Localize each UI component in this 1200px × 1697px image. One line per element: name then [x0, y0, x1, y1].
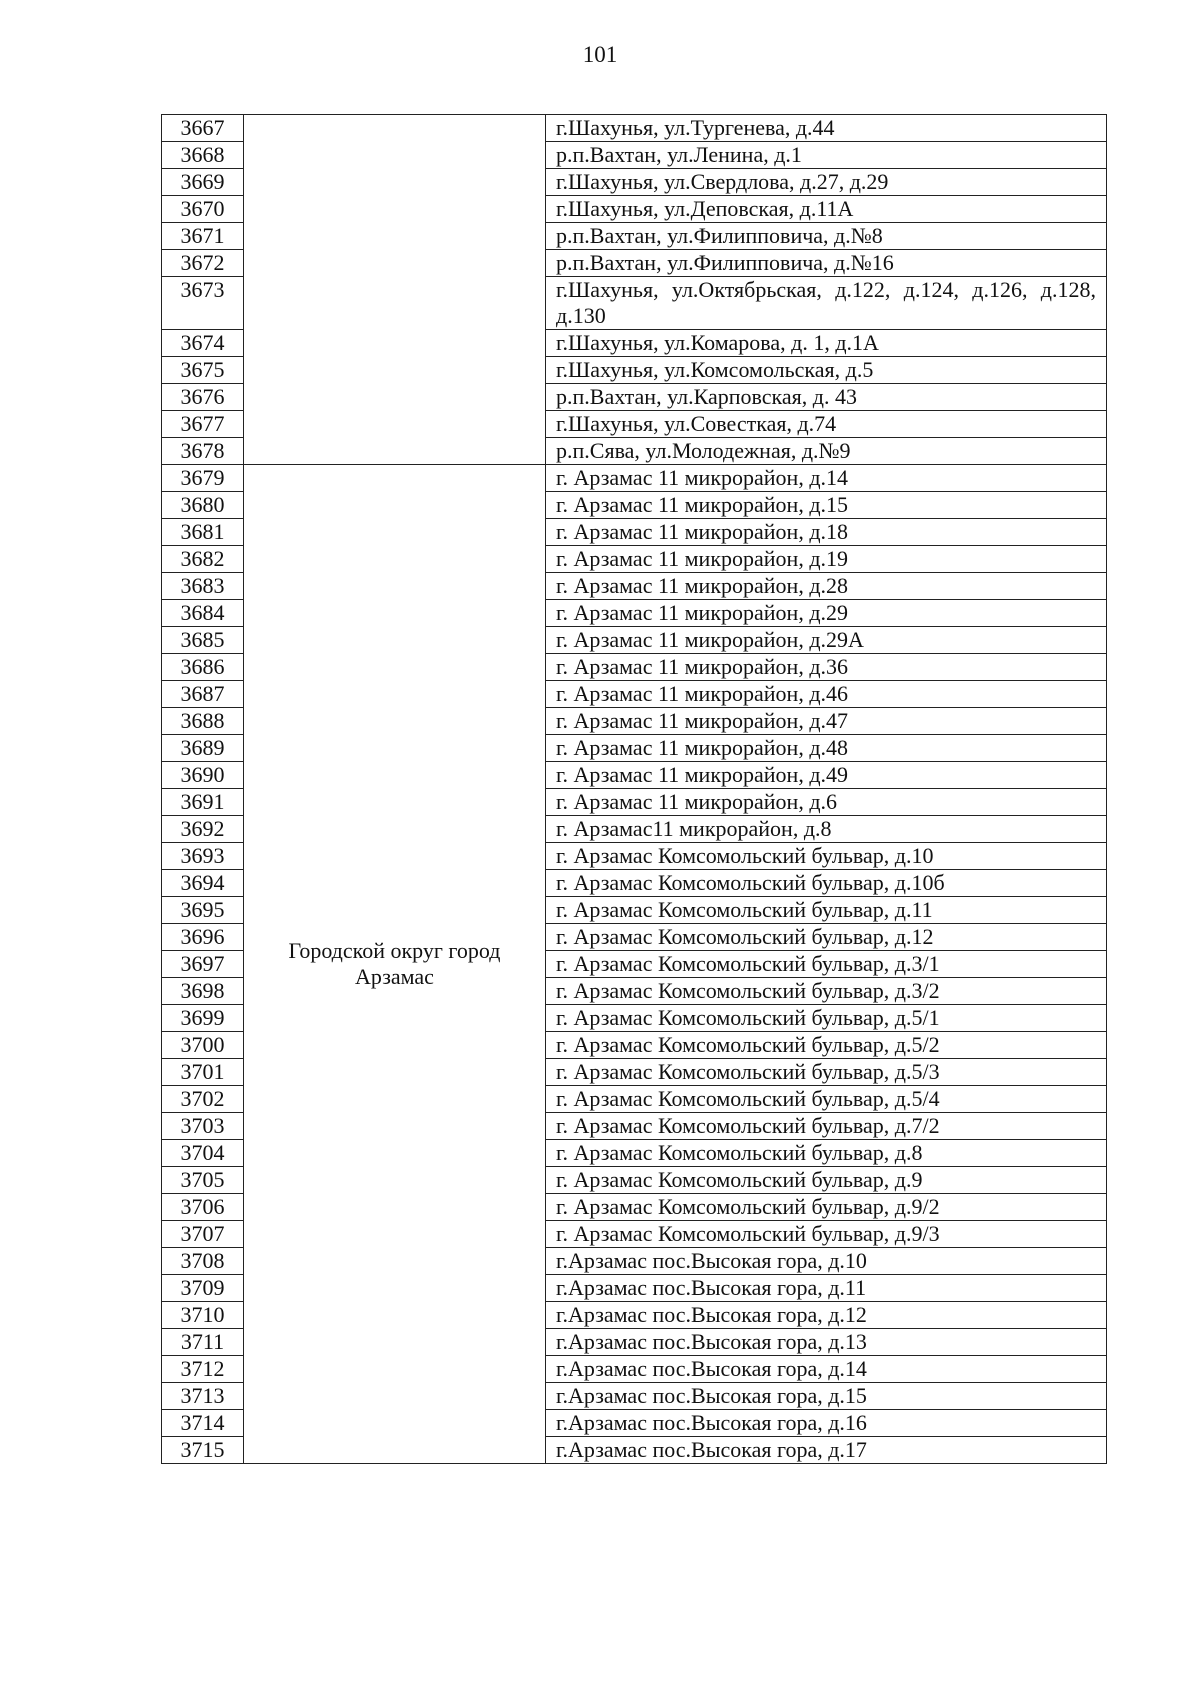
address-cell: г. Арзамас Комсомольский бульвар, д.5/1: [546, 1005, 1107, 1032]
address-cell: г. Арзамас 11 микрорайон, д.6: [546, 789, 1107, 816]
row-number-cell: 3698: [162, 978, 244, 1005]
address-cell: г. Арзамас Комсомольский бульвар, д.5/3: [546, 1059, 1107, 1086]
address-cell: г. Арзамас 11 микрорайон, д.36: [546, 654, 1107, 681]
row-number-cell: 3685: [162, 627, 244, 654]
address-cell: г. Арзамас 11 микрорайон, д.19: [546, 546, 1107, 573]
row-number-cell: 3708: [162, 1248, 244, 1275]
row-number-cell: 3715: [162, 1437, 244, 1464]
row-number-cell: 3709: [162, 1275, 244, 1302]
row-number-cell: 3688: [162, 708, 244, 735]
address-cell: г.Шахунья, ул.Совесткая, д.74: [546, 411, 1107, 438]
address-cell: г. Арзамас 11 микрорайон, д.47: [546, 708, 1107, 735]
row-number-cell: 3682: [162, 546, 244, 573]
row-number-cell: 3695: [162, 897, 244, 924]
address-cell: г. Арзамас 11 микрорайон, д.18: [546, 519, 1107, 546]
address-cell: г. Арзамас Комсомольский бульвар, д.5/2: [546, 1032, 1107, 1059]
row-number-cell: 3676: [162, 384, 244, 411]
address-cell: г. Арзамас Комсомольский бульвар, д.9/3: [546, 1221, 1107, 1248]
address-cell: г.Арзамас пос.Высокая гора, д.15: [546, 1383, 1107, 1410]
row-number-cell: 3703: [162, 1113, 244, 1140]
row-number-cell: 3675: [162, 357, 244, 384]
row-number-cell: 3674: [162, 330, 244, 357]
address-cell: г. Арзамас 11 микрорайон, д.28: [546, 573, 1107, 600]
row-number-cell: 3691: [162, 789, 244, 816]
address-cell: г.Шахунья, ул.Комсомольская, д.5: [546, 357, 1107, 384]
address-cell: г. Арзамас 11 микрорайон, д.48: [546, 735, 1107, 762]
district-cell: Городской округ город Арзамас: [244, 465, 546, 1464]
address-cell: р.п.Вахтан, ул.Филипповича, д.№8: [546, 223, 1107, 250]
row-number-cell: 3693: [162, 843, 244, 870]
address-cell: г.Арзамас пос.Высокая гора, д.12: [546, 1302, 1107, 1329]
row-number-cell: 3705: [162, 1167, 244, 1194]
row-number-cell: 3687: [162, 681, 244, 708]
row-number-cell: 3707: [162, 1221, 244, 1248]
address-cell: г. Арзамас Комсомольский бульвар, д.10: [546, 843, 1107, 870]
address-cell: г.Шахунья, ул.Тургенева, д.44: [546, 115, 1107, 142]
address-cell: г.Шахунья, ул.Комарова, д. 1, д.1А: [546, 330, 1107, 357]
page-number: 101: [582, 42, 618, 67]
row-number-cell: 3683: [162, 573, 244, 600]
address-cell: г.Арзамас пос.Высокая гора, д.16: [546, 1410, 1107, 1437]
address-cell: г.Арзамас пос.Высокая гора, д.14: [546, 1356, 1107, 1383]
address-cell: г. Арзамас 11 микрорайон, д.49: [546, 762, 1107, 789]
row-number-cell: 3670: [162, 196, 244, 223]
row-number-cell: 3671: [162, 223, 244, 250]
row-number-cell: 3686: [162, 654, 244, 681]
address-cell: р.п.Вахтан, ул.Карповская, д. 43: [546, 384, 1107, 411]
table-row: [162, 115, 1107, 142]
row-number-cell: 3701: [162, 1059, 244, 1086]
address-cell: г.Арзамас пос.Высокая гора, д.13: [546, 1329, 1107, 1356]
row-number-cell: 3672: [162, 250, 244, 277]
row-number-cell: 3713: [162, 1383, 244, 1410]
row-number-cell: 3668: [162, 142, 244, 169]
address-cell: г. Арзамас 11 микрорайон, д.15: [546, 492, 1107, 519]
address-cell: г.Шахунья, ул.Деповская, д.11А: [546, 196, 1107, 223]
address-cell: г. Арзамас Комсомольский бульвар, д.10б: [546, 870, 1107, 897]
address-cell: г. Арзамас Комсомольский бульвар, д.11: [546, 897, 1107, 924]
address-cell: г. Арзамас Комсомольский бульвар, д.9/2: [546, 1194, 1107, 1221]
row-number-cell: 3710: [162, 1302, 244, 1329]
row-number-cell: 3696: [162, 924, 244, 951]
address-cell: г.Арзамас пос.Высокая гора, д.17: [546, 1437, 1107, 1464]
address-cell: г. Арзамас 11 микрорайон, д.14: [546, 465, 1107, 492]
row-number-cell: 3712: [162, 1356, 244, 1383]
address-cell: г. Арзамас Комсомольский бульвар, д.8: [546, 1140, 1107, 1167]
address-cell: г.Шахунья, ул.Свердлова, д.27, д.29: [546, 169, 1107, 196]
address-cell: г.Арзамас пос.Высокая гора, д.10: [546, 1248, 1107, 1275]
address-table-body: [162, 115, 1107, 1464]
row-number-cell: 3667: [162, 115, 244, 142]
address-cell: г.Арзамас пос.Высокая гора, д.11: [546, 1275, 1107, 1302]
row-number-cell: 3697: [162, 951, 244, 978]
address-cell: г. Арзамас Комсомольский бульвар, д.7/2: [546, 1113, 1107, 1140]
address-cell: г. Арзамас 11 микрорайон, д.46: [546, 681, 1107, 708]
row-number-cell: 3699: [162, 1005, 244, 1032]
address-cell: г. Арзамас 11 микрорайон, д.29: [546, 600, 1107, 627]
row-number-cell: 3684: [162, 600, 244, 627]
row-number-cell: 3689: [162, 735, 244, 762]
address-cell: р.п.Вахтан, ул.Филипповича, д.№16: [546, 250, 1107, 277]
row-number-cell: 3704: [162, 1140, 244, 1167]
row-number-cell: 3714: [162, 1410, 244, 1437]
address-cell: г. Арзамас Комсомольский бульвар, д.12: [546, 924, 1107, 951]
row-number-cell: 3690: [162, 762, 244, 789]
table-row: [162, 465, 1107, 492]
row-number-cell: 3706: [162, 1194, 244, 1221]
row-number-cell: 3681: [162, 519, 244, 546]
row-number-cell: 3702: [162, 1086, 244, 1113]
row-number-cell: 3680: [162, 492, 244, 519]
district-cell: [244, 115, 546, 465]
row-number-cell: 3673: [162, 277, 244, 330]
address-cell: р.п.Вахтан, ул.Ленина, д.1: [546, 142, 1107, 169]
row-number-cell: 3677: [162, 411, 244, 438]
address-cell: г. Арзамас Комсомольский бульвар, д.5/4: [546, 1086, 1107, 1113]
row-number-cell: 3694: [162, 870, 244, 897]
address-table: [161, 114, 1107, 1464]
address-cell: г. Арзамас Комсомольский бульвар, д.3/1: [546, 951, 1107, 978]
address-cell: г. Арзамас Комсомольский бульвар, д.3/2: [546, 978, 1107, 1005]
address-cell: г.Шахунья, ул.Октябрьская, д.122, д.124, д.126, д.128, д.130: [546, 277, 1107, 330]
address-cell: г. Арзамас Комсомольский бульвар, д.9: [546, 1167, 1107, 1194]
row-number-cell: 3711: [162, 1329, 244, 1356]
row-number-cell: 3692: [162, 816, 244, 843]
address-cell: г. Арзамас11 микрорайон, д.8: [546, 816, 1107, 843]
row-number-cell: 3678: [162, 438, 244, 465]
row-number-cell: 3679: [162, 465, 244, 492]
address-cell: р.п.Сява, ул.Молодежная, д.№9: [546, 438, 1107, 465]
row-number-cell: 3669: [162, 169, 244, 196]
row-number-cell: 3700: [162, 1032, 244, 1059]
address-cell: г. Арзамас 11 микрорайон, д.29А: [546, 627, 1107, 654]
